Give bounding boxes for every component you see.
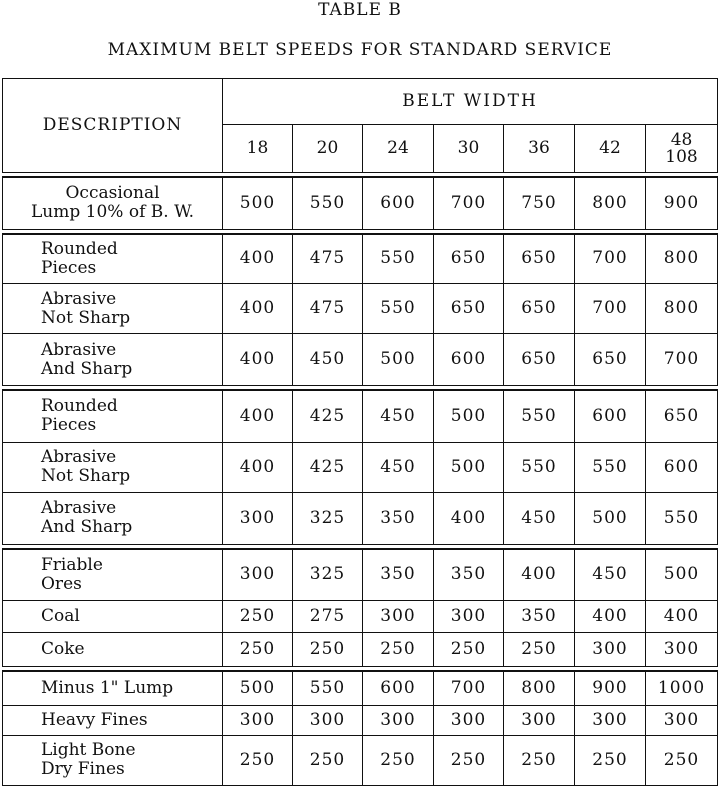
speed-cell: 250 bbox=[223, 735, 293, 785]
speed-cell: 400 bbox=[575, 601, 646, 633]
table-row bbox=[3, 234, 718, 284]
speed-cell: 700 bbox=[434, 671, 504, 705]
speed-cell: 650 bbox=[434, 284, 504, 334]
speed-cell: 550 bbox=[575, 442, 646, 492]
speed-cell: 500 bbox=[434, 390, 504, 442]
speed-cell: 250 bbox=[293, 735, 363, 785]
speed-cell: 250 bbox=[434, 735, 504, 785]
speed-cell: 400 bbox=[223, 284, 293, 334]
speed-cell: 475 bbox=[293, 284, 363, 334]
speed-cell: 250 bbox=[575, 735, 646, 785]
speed-cell: 300 bbox=[504, 705, 575, 735]
speed-cell: 550 bbox=[293, 177, 363, 229]
row-description: Rounded Pieces bbox=[3, 234, 223, 284]
speed-cell: 250 bbox=[223, 601, 293, 633]
speed-cell: 475 bbox=[293, 234, 363, 284]
row-description: Heavy Fines bbox=[3, 705, 223, 735]
table-row bbox=[3, 735, 718, 785]
speed-cell: 250 bbox=[293, 633, 363, 667]
speed-cell: 600 bbox=[575, 390, 646, 442]
speed-cell: 300 bbox=[223, 492, 293, 544]
speed-cell: 700 bbox=[575, 234, 646, 284]
speed-cell: 700 bbox=[646, 334, 718, 386]
speed-cell: 500 bbox=[363, 334, 434, 386]
table-row bbox=[3, 601, 718, 633]
speed-cell: 250 bbox=[363, 633, 434, 667]
speed-cell: 300 bbox=[293, 705, 363, 735]
table-row bbox=[3, 492, 718, 544]
row-description: Abrasive Not Sharp bbox=[3, 442, 223, 492]
speed-cell: 600 bbox=[363, 671, 434, 705]
speed-cell: 1000 bbox=[646, 671, 718, 705]
speed-cell: 450 bbox=[363, 442, 434, 492]
table-row bbox=[3, 284, 718, 334]
speed-cell: 400 bbox=[223, 390, 293, 442]
speed-cell: 550 bbox=[363, 284, 434, 334]
speed-cell: 450 bbox=[293, 334, 363, 386]
speed-cell: 300 bbox=[363, 601, 434, 633]
row-description: Abrasive And Sharp bbox=[3, 492, 223, 544]
speed-cell: 300 bbox=[575, 705, 646, 735]
speed-cell: 800 bbox=[504, 671, 575, 705]
speed-cell: 400 bbox=[223, 334, 293, 386]
speed-cell: 750 bbox=[504, 177, 575, 229]
table-row bbox=[3, 442, 718, 492]
row-description: Abrasive And Sharp bbox=[3, 334, 223, 386]
speed-cell: 250 bbox=[434, 633, 504, 667]
speed-cell: 600 bbox=[363, 177, 434, 229]
belt-width-1: 20 bbox=[293, 125, 363, 173]
speed-cell: 900 bbox=[646, 177, 718, 229]
speed-cell: 800 bbox=[646, 234, 718, 284]
belt-width-5: 42 bbox=[575, 125, 646, 173]
speed-cell: 350 bbox=[363, 549, 434, 601]
table-row bbox=[3, 705, 718, 735]
speed-cell: 400 bbox=[504, 549, 575, 601]
belt-width-4: 36 bbox=[504, 125, 575, 173]
speed-cell: 300 bbox=[646, 705, 718, 735]
speed-cell: 300 bbox=[223, 705, 293, 735]
speed-cell: 300 bbox=[434, 705, 504, 735]
speed-cell: 400 bbox=[223, 234, 293, 284]
speed-cell: 250 bbox=[646, 735, 718, 785]
table-row bbox=[3, 671, 718, 705]
speed-cell: 425 bbox=[293, 390, 363, 442]
table-title: MAXIMUM BELT SPEEDS FOR STANDARD SERVICE bbox=[107, 40, 613, 60]
speed-cell: 250 bbox=[363, 735, 434, 785]
table-body bbox=[3, 173, 718, 786]
row-description: Coke bbox=[3, 633, 223, 667]
table-row bbox=[3, 334, 718, 386]
table-row bbox=[3, 633, 718, 667]
table-row bbox=[3, 549, 718, 601]
speed-cell: 500 bbox=[223, 177, 293, 229]
speed-cell: 650 bbox=[434, 234, 504, 284]
speed-cell: 350 bbox=[504, 601, 575, 633]
speed-cell: 325 bbox=[293, 492, 363, 544]
speed-cell: 700 bbox=[575, 284, 646, 334]
speed-cell: 800 bbox=[575, 177, 646, 229]
speed-cell: 550 bbox=[293, 671, 363, 705]
belt-speed-table bbox=[2, 78, 718, 786]
speed-cell: 500 bbox=[434, 442, 504, 492]
speed-cell: 350 bbox=[363, 492, 434, 544]
speed-cell: 650 bbox=[504, 284, 575, 334]
speed-cell: 450 bbox=[504, 492, 575, 544]
speed-cell: 650 bbox=[504, 334, 575, 386]
belt-width-6: 48 108 bbox=[646, 125, 718, 173]
row-description: Occasional Lump 10% of B. W. bbox=[3, 177, 223, 229]
speed-cell: 650 bbox=[575, 334, 646, 386]
speed-cell: 250 bbox=[504, 633, 575, 667]
speed-cell: 550 bbox=[646, 492, 718, 544]
table-row bbox=[3, 390, 718, 442]
row-description: Coal bbox=[3, 601, 223, 633]
speed-cell: 800 bbox=[646, 284, 718, 334]
row-description: Rounded Pieces bbox=[3, 390, 223, 442]
belt-width-header: BELT WIDTH bbox=[223, 79, 718, 125]
speed-cell: 400 bbox=[646, 601, 718, 633]
speed-cell: 425 bbox=[293, 442, 363, 492]
speed-cell: 300 bbox=[363, 705, 434, 735]
belt-width-2: 24 bbox=[363, 125, 434, 173]
speed-cell: 350 bbox=[434, 549, 504, 601]
belt-width-0: 18 bbox=[223, 125, 293, 173]
row-description: Minus 1" Lump bbox=[3, 671, 223, 705]
speed-cell: 500 bbox=[646, 549, 718, 601]
table-label: TABLE B bbox=[318, 0, 402, 20]
speed-cell: 500 bbox=[575, 492, 646, 544]
speed-cell: 250 bbox=[504, 735, 575, 785]
speed-cell: 275 bbox=[293, 601, 363, 633]
speed-cell: 450 bbox=[575, 549, 646, 601]
speed-cell: 500 bbox=[223, 671, 293, 705]
speed-cell: 400 bbox=[434, 492, 504, 544]
description-header: DESCRIPTION bbox=[3, 79, 223, 173]
speed-cell: 250 bbox=[223, 633, 293, 667]
speed-cell: 550 bbox=[363, 234, 434, 284]
speed-cell: 650 bbox=[646, 390, 718, 442]
speed-cell: 600 bbox=[646, 442, 718, 492]
row-description: Abrasive Not Sharp bbox=[3, 284, 223, 334]
speed-cell: 650 bbox=[504, 234, 575, 284]
speed-cell: 900 bbox=[575, 671, 646, 705]
speed-cell: 300 bbox=[646, 633, 718, 667]
speed-cell: 600 bbox=[434, 334, 504, 386]
belt-width-3: 30 bbox=[434, 125, 504, 173]
speed-cell: 325 bbox=[293, 549, 363, 601]
speed-cell: 550 bbox=[504, 390, 575, 442]
row-description: Light Bone Dry Fines bbox=[3, 735, 223, 785]
speed-cell: 300 bbox=[223, 549, 293, 601]
table-row bbox=[3, 177, 718, 229]
speed-cell: 550 bbox=[504, 442, 575, 492]
row-description: Friable Ores bbox=[3, 549, 223, 601]
speed-cell: 450 bbox=[363, 390, 434, 442]
speed-cell: 700 bbox=[434, 177, 504, 229]
speed-cell: 400 bbox=[223, 442, 293, 492]
speed-cell: 300 bbox=[434, 601, 504, 633]
speed-cell: 300 bbox=[575, 633, 646, 667]
